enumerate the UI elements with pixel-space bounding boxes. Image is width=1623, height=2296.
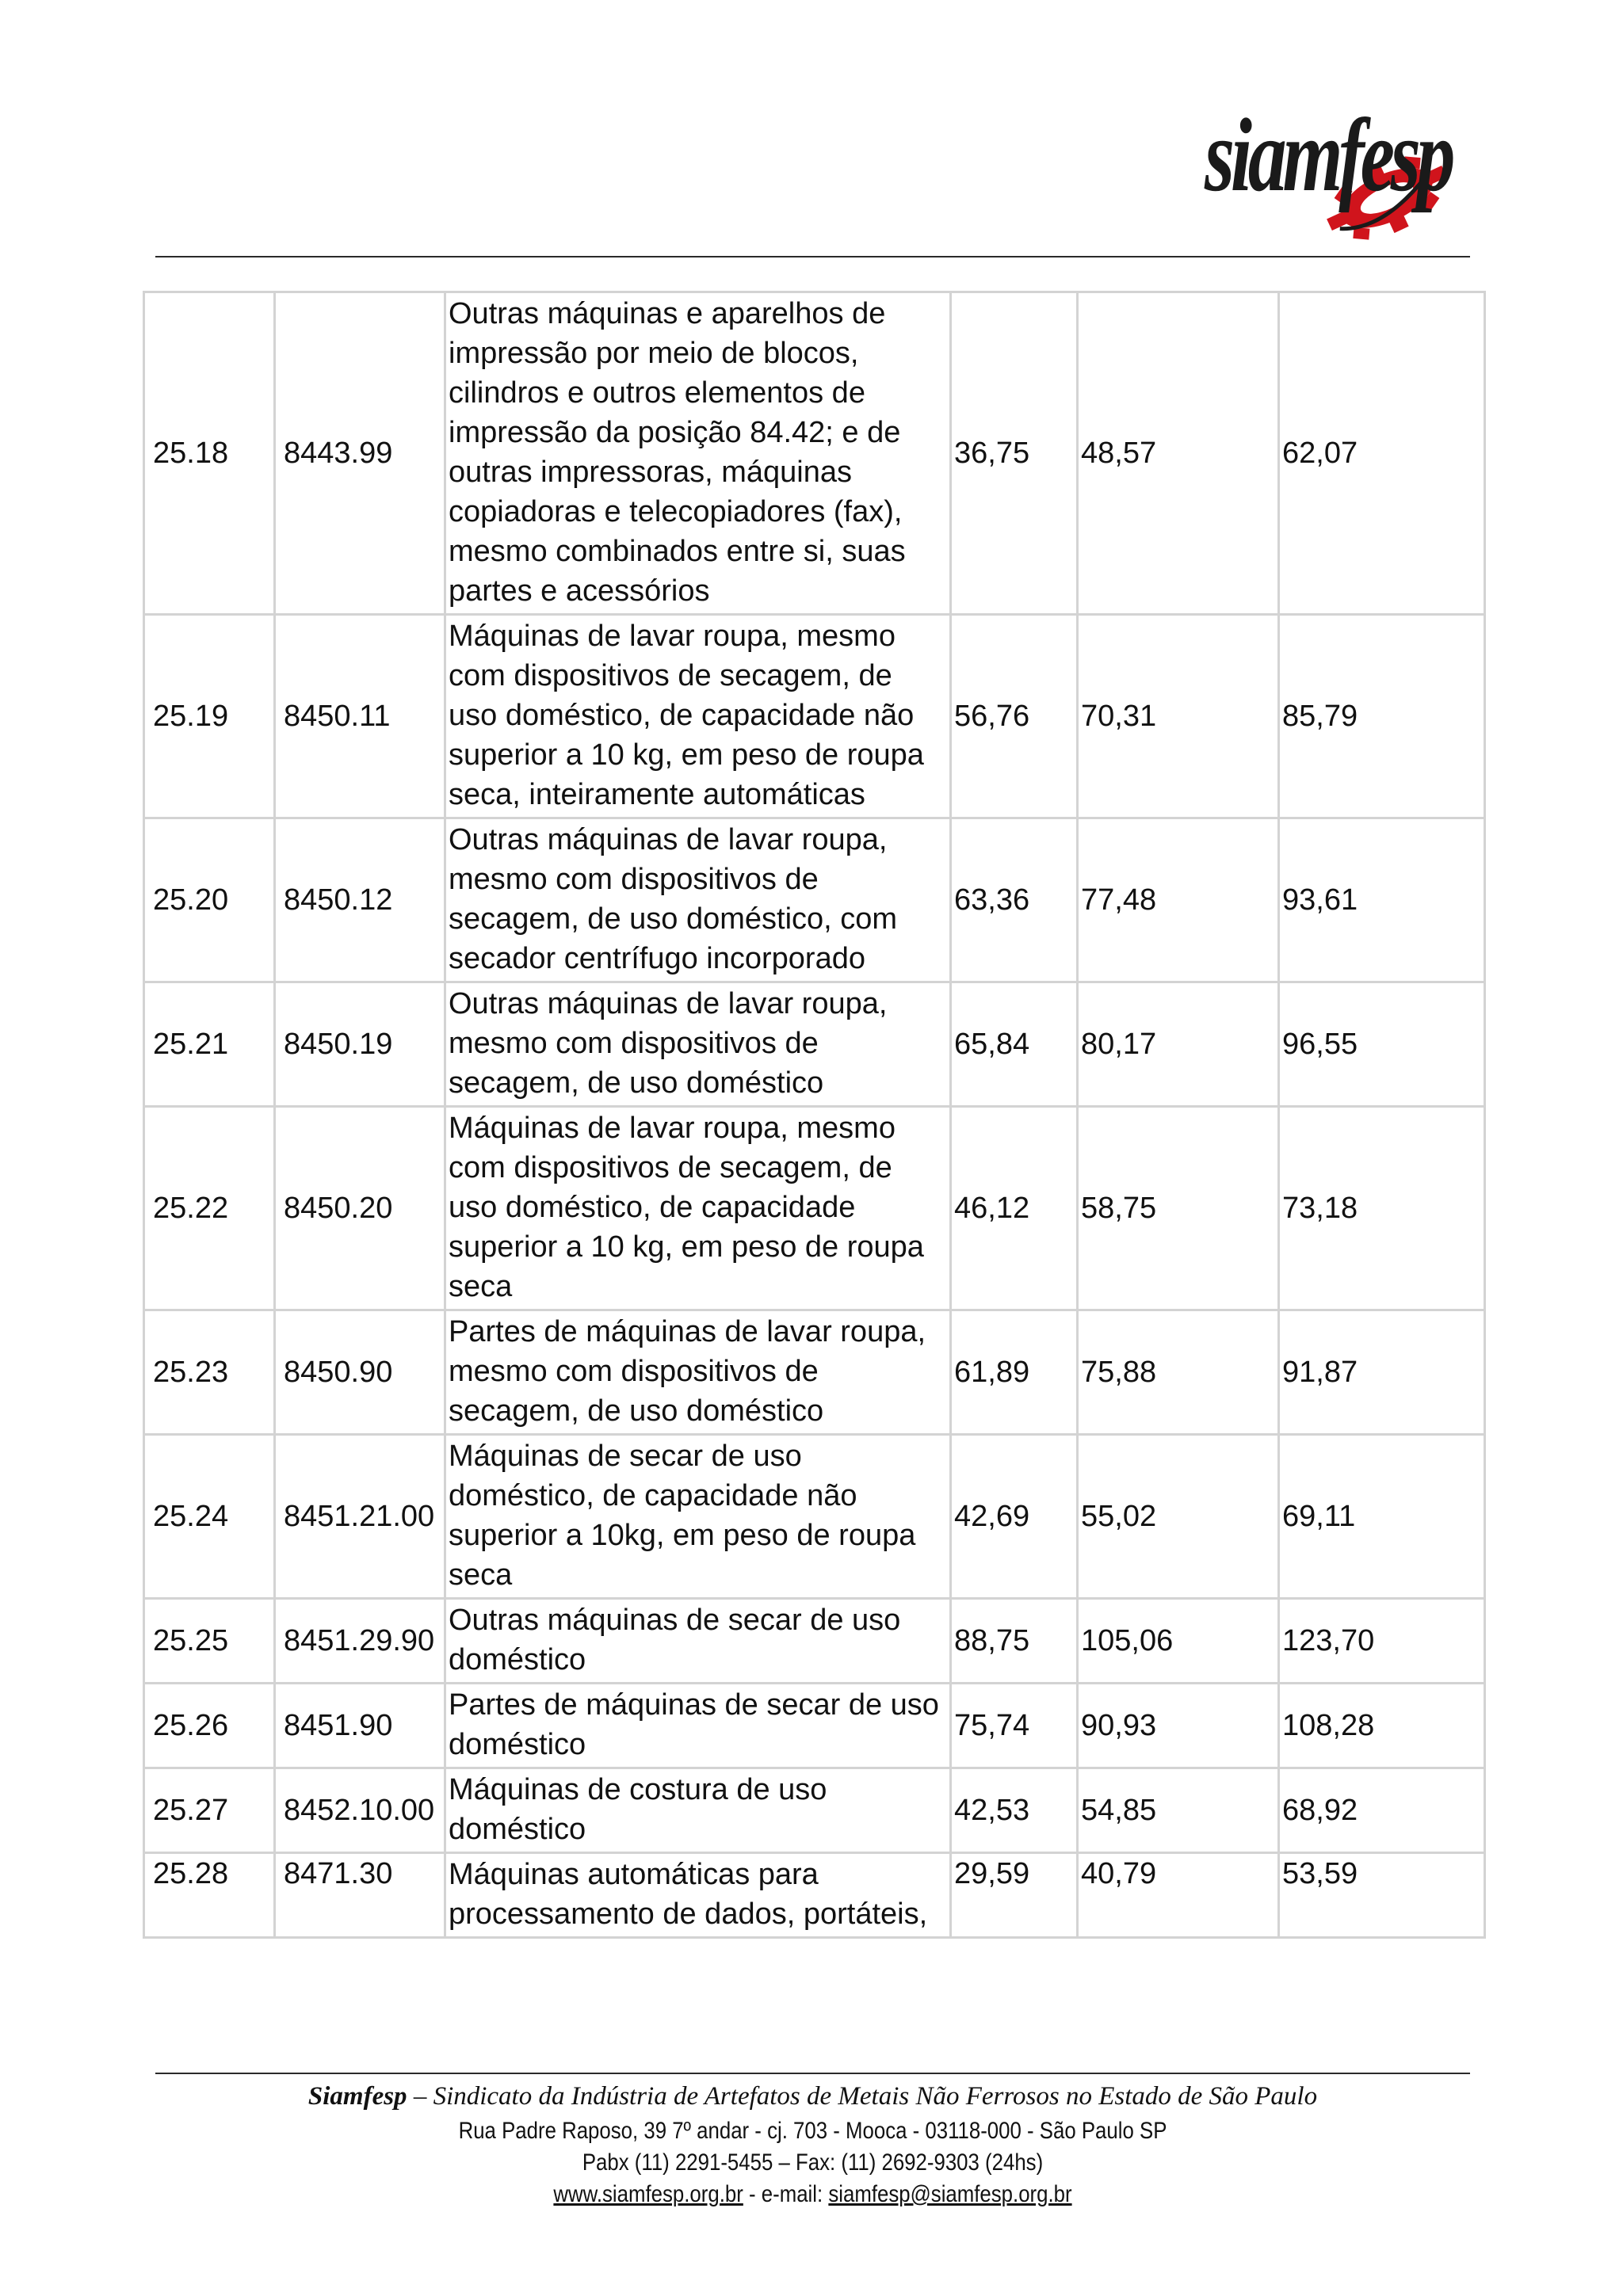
item-number-cell: 25.23 bbox=[144, 1310, 275, 1435]
value-2-cell: 80,17 bbox=[1078, 982, 1279, 1107]
value-3-cell: 62,07 bbox=[1279, 292, 1485, 615]
ncm-code-cell: 8450.90 bbox=[275, 1310, 445, 1435]
value-1-cell: 65,84 bbox=[951, 982, 1078, 1107]
item-number-cell: 25.18 bbox=[144, 292, 275, 615]
description-cell: Máquinas de lavar roupa, mesmo com dispositivos de secagem, de uso doméstico, de capacidade superior a 10 kg, em peso de roupa seca bbox=[445, 1107, 951, 1310]
ncm-code-cell: 8452.10.00 bbox=[275, 1768, 445, 1853]
value-3-cell: 53,59 bbox=[1279, 1853, 1485, 1938]
ncm-code-cell: 8450.12 bbox=[275, 818, 445, 982]
footer bbox=[155, 2074, 1470, 2210]
description-cell: Máquinas de secar de uso doméstico, de capacidade não superior a 10kg, em peso de roupa seca bbox=[445, 1435, 951, 1599]
table-row bbox=[144, 292, 1485, 615]
item-number-cell: 25.27 bbox=[144, 1768, 275, 1853]
value-1-cell: 36,75 bbox=[951, 292, 1078, 615]
description-cell: Máquinas de costura de uso doméstico bbox=[445, 1768, 951, 1853]
table-row bbox=[144, 1768, 1485, 1853]
ncm-code-cell: 8451.21.00 bbox=[275, 1435, 445, 1599]
description-cell: Outras máquinas de lavar roupa, mesmo com dispositivos de secagem, de uso doméstico bbox=[445, 982, 951, 1107]
value-3-cell: 96,55 bbox=[1279, 982, 1485, 1107]
table-row bbox=[144, 615, 1485, 818]
value-2-cell: 105,06 bbox=[1078, 1599, 1279, 1684]
description-cell: Outras máquinas de secar de uso doméstico bbox=[445, 1599, 951, 1684]
value-1-cell: 63,36 bbox=[951, 818, 1078, 982]
ncm-code-cell: 8443.99 bbox=[275, 292, 445, 615]
item-number-cell: 25.19 bbox=[144, 615, 275, 818]
table-row bbox=[144, 1310, 1485, 1435]
description-cell: Outras máquinas e aparelhos de impressão por meio de blocos, cilindros e outros elementos de impressão da posição 84.42; e de outras impressoras, máquinas copiadoras e telecopiadores (fax), mesmo combinados entre si, suas partes e acessórios bbox=[445, 292, 951, 615]
header-rule bbox=[155, 256, 1470, 257]
table-row bbox=[144, 1853, 1485, 1938]
table-row bbox=[144, 818, 1485, 982]
footer-phone: Pabx (11) 2291-5455 – Fax: (11) 2692-9303 (24hs) bbox=[582, 2149, 1044, 2176]
org-description: – Sindicato da Indústria de Artefatos de Metais Não Ferrosos no Estado de São Paulo bbox=[407, 2082, 1318, 2111]
value-1-cell: 61,89 bbox=[951, 1310, 1078, 1435]
item-number-cell: 25.28 bbox=[144, 1853, 275, 1938]
value-3-cell: 69,11 bbox=[1279, 1435, 1485, 1599]
item-number-cell: 25.21 bbox=[144, 982, 275, 1107]
value-3-cell: 85,79 bbox=[1279, 615, 1485, 818]
email-separator: - e-mail: bbox=[743, 2181, 829, 2207]
value-3-cell: 108,28 bbox=[1279, 1684, 1485, 1768]
description-cell: Partes de máquinas de lavar roupa, mesmo com dispositivos de secagem, de uso doméstico bbox=[445, 1310, 951, 1435]
footer-contact bbox=[247, 2179, 1378, 2210]
description-cell: Máquinas automáticas para processamento de dados, portáteis, bbox=[445, 1853, 951, 1938]
value-2-cell: 48,57 bbox=[1078, 292, 1279, 615]
description-cell: Outras máquinas de lavar roupa, mesmo com dispositivos de secagem, de uso doméstico, com secador centrífugo incorporado bbox=[445, 818, 951, 982]
table-row bbox=[144, 982, 1485, 1107]
value-2-cell: 54,85 bbox=[1078, 1768, 1279, 1853]
value-1-cell: 75,74 bbox=[951, 1684, 1078, 1768]
ncm-code-cell: 8450.19 bbox=[275, 982, 445, 1107]
price-table bbox=[143, 291, 1484, 1939]
ncm-code-cell: 8450.20 bbox=[275, 1107, 445, 1310]
ncm-code-cell: 8451.29.90 bbox=[275, 1599, 445, 1684]
ncm-code-cell: 8471.30 bbox=[275, 1853, 445, 1938]
value-2-cell: 77,48 bbox=[1078, 818, 1279, 982]
footer-org bbox=[155, 2077, 1470, 2115]
table-row bbox=[144, 1107, 1485, 1310]
table-row bbox=[144, 1599, 1485, 1684]
value-1-cell: 29,59 bbox=[951, 1853, 1078, 1938]
org-name: Siamfesp bbox=[307, 2082, 407, 2111]
footer-address: Rua Padre Raposo, 39 7º andar - cj. 703 - Mooca - 03118-000 - São Paulo SP bbox=[458, 2118, 1167, 2144]
siamfesp-logo bbox=[1189, 97, 1458, 254]
value-1-cell: 56,76 bbox=[951, 615, 1078, 818]
value-2-cell: 58,75 bbox=[1078, 1107, 1279, 1310]
item-number-cell: 25.24 bbox=[144, 1435, 275, 1599]
value-3-cell: 91,87 bbox=[1279, 1310, 1485, 1435]
item-number-cell: 25.25 bbox=[144, 1599, 275, 1684]
value-3-cell: 73,18 bbox=[1279, 1107, 1485, 1310]
ncm-code-cell: 8451.90 bbox=[275, 1684, 445, 1768]
value-1-cell: 46,12 bbox=[951, 1107, 1078, 1310]
value-2-cell: 55,02 bbox=[1078, 1435, 1279, 1599]
value-2-cell: 70,31 bbox=[1078, 615, 1279, 818]
value-1-cell: 42,53 bbox=[951, 1768, 1078, 1853]
website-link[interactable]: www.siamfesp.org.br bbox=[553, 2181, 743, 2207]
value-1-cell: 42,69 bbox=[951, 1435, 1078, 1599]
value-2-cell: 40,79 bbox=[1078, 1853, 1279, 1938]
email-link[interactable]: siamfesp@siamfesp.org.br bbox=[828, 2181, 1072, 2207]
table-row bbox=[144, 1435, 1485, 1599]
item-number-cell: 25.26 bbox=[144, 1684, 275, 1768]
value-3-cell: 123,70 bbox=[1279, 1599, 1485, 1684]
value-1-cell: 88,75 bbox=[951, 1599, 1078, 1684]
value-2-cell: 75,88 bbox=[1078, 1310, 1279, 1435]
value-3-cell: 93,61 bbox=[1279, 818, 1485, 982]
description-cell: Máquinas de lavar roupa, mesmo com dispositivos de secagem, de uso doméstico, de capacidade não superior a 10 kg, em peso de roupa seca, inteiramente automáticas bbox=[445, 615, 951, 818]
logo-wordmark: siamfesp bbox=[1205, 97, 1452, 213]
table-row bbox=[144, 1684, 1485, 1768]
description-cell: Partes de máquinas de secar de uso doméstico bbox=[445, 1684, 951, 1768]
value-2-cell: 90,93 bbox=[1078, 1684, 1279, 1768]
value-3-cell: 68,92 bbox=[1279, 1768, 1485, 1853]
item-number-cell: 25.22 bbox=[144, 1107, 275, 1310]
item-number-cell: 25.20 bbox=[144, 818, 275, 982]
ncm-code-cell: 8450.11 bbox=[275, 615, 445, 818]
